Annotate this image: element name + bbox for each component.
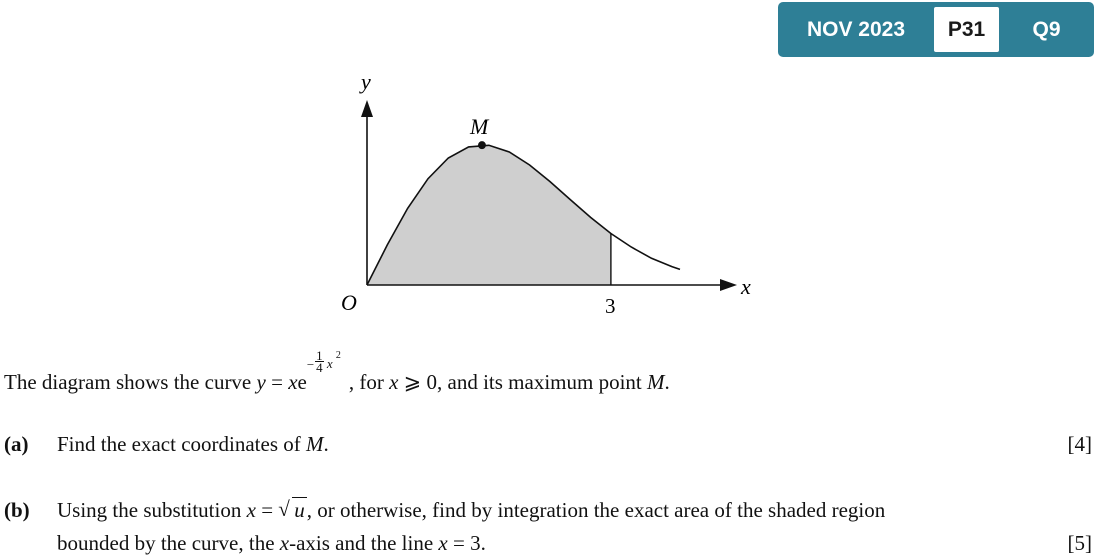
- max-point-dot: [478, 141, 486, 149]
- question-intro: The diagram shows the curve y = xe − $\frac{1}{4}$ x 2 , for x ⩾ 0, and its maximum point M.: [4, 348, 670, 394]
- tick-label-3: 3: [605, 294, 616, 318]
- exponent: − $\frac{1}{4}$ x 2: [306, 348, 341, 375]
- question-part-b-line2: bounded by the curve, the x-axis and the line x = 3.: [57, 531, 486, 555]
- part-b-marks: [5]: [1067, 531, 1092, 555]
- sqrt-u: √ u: [278, 497, 305, 522]
- part-a-marks: [4]: [1067, 432, 1092, 456]
- x-axis-arrow: [720, 279, 737, 291]
- y-axis-arrow: [361, 100, 373, 117]
- max-point-label: M: [470, 114, 489, 139]
- question-part-a: (a) Find the exact coordinates of M.: [4, 432, 329, 456]
- badge-session: NOV 2023: [806, 18, 906, 41]
- question-part-b-line1: (b) Using the substitution x = √ u, or otherwise, find by integration the exact area of the shaded region: [4, 497, 886, 522]
- part-a-label: (a): [4, 432, 29, 456]
- badge-question: Q9: [1032, 18, 1061, 41]
- y-axis-label: y: [361, 69, 371, 94]
- origin-label: O: [341, 290, 357, 315]
- part-b-label: (b): [4, 498, 30, 522]
- badge-paper: P31: [934, 7, 999, 52]
- x-axis-label: x: [741, 274, 751, 299]
